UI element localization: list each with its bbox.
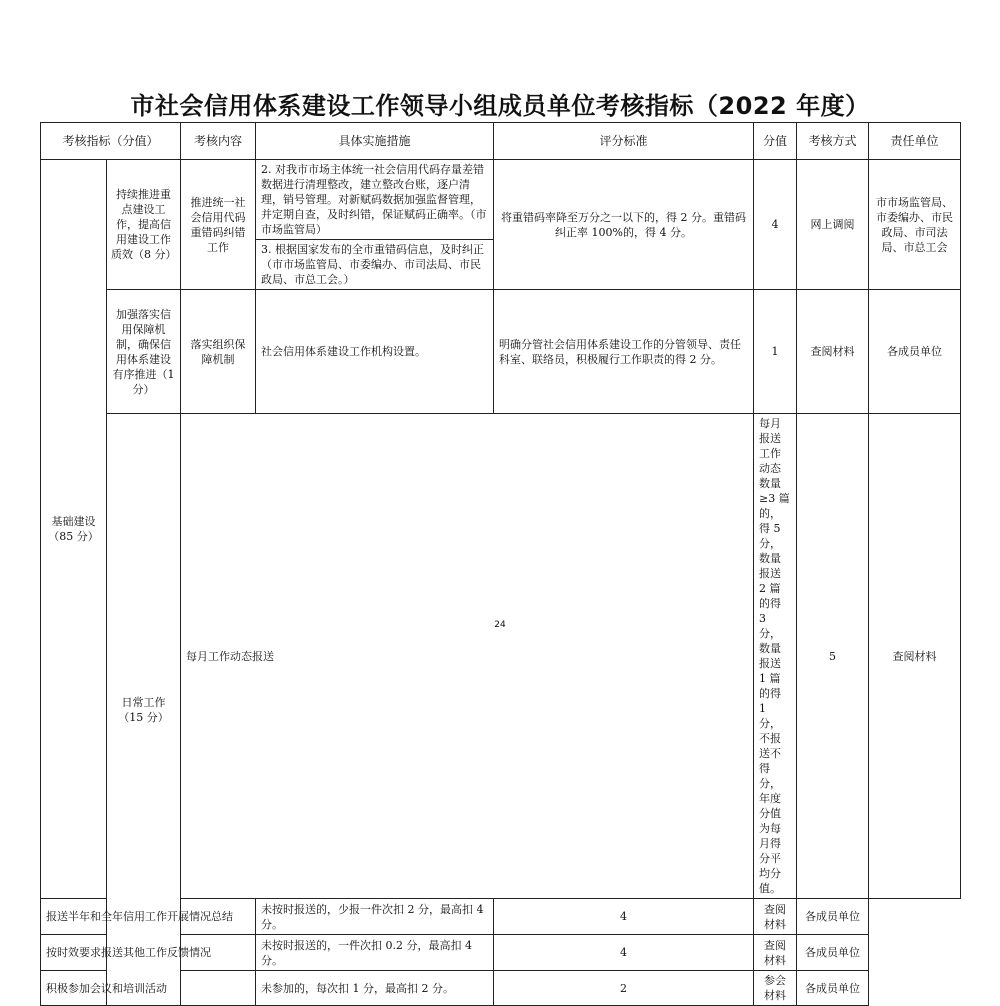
assessment-method: 查阅材料 [754, 935, 797, 971]
assessment-content: 推进统一社会信用代码重错码纠错工作 [181, 160, 256, 290]
measure-cell: 3. 根据国家发布的全市重错码信息，及时纠正（市市场监管局、市委编办、市司法局、市民政局、市总工会。） [256, 240, 494, 290]
assessment-method: 查阅材料 [797, 290, 869, 414]
score-value: 2 [494, 971, 754, 1006]
table-row [41, 414, 961, 899]
page-title: 市社会信用体系建设工作领导小组成员单位考核指标（2022 年度） [130, 92, 870, 120]
header-score: 分值 [754, 123, 797, 160]
assessment-method: 查阅材料 [869, 414, 961, 899]
score-value: 4 [494, 935, 754, 971]
table-row [41, 899, 961, 935]
table-header-row [41, 123, 961, 160]
responsible-unit: 各成员单位 [797, 899, 869, 935]
scoring-standard: 每月报送工作动态数量≥3 篇的，得 5 分，数量报送 2 篇的得 3 分，数量报送 1 篇的得 1 分，不报送不得分，年度分值为每月得分平均分值。 [754, 414, 797, 899]
measure-cell: 社会信用体系建设工作机构设置。 [256, 290, 494, 414]
scoring-standard: 明确分管社会信用体系建设工作的分管领导、责任科室、联络员，积极履行工作职责的得 2 分。 [494, 290, 754, 414]
header-unit: 责任单位 [869, 123, 961, 160]
responsible-unit: 各成员单位 [869, 290, 961, 414]
category-daily: 日常工作（15 分） [107, 414, 181, 1006]
assessment-method: 查阅材料 [754, 899, 797, 935]
assessment-method: 网上调阅 [797, 160, 869, 290]
score-value: 1 [754, 290, 797, 414]
score-value: 4 [494, 899, 754, 935]
scoring-standard: 未参加的，每次扣 1 分，最高扣 2 分。 [256, 971, 494, 1006]
assessment-method: 参会材料 [754, 971, 797, 1006]
work-item: 每月工作动态报送 [181, 414, 754, 899]
table-row [41, 290, 961, 414]
header-content: 考核内容 [181, 123, 256, 160]
table-row [41, 971, 961, 1006]
responsible-unit: 各成员单位 [797, 971, 869, 1006]
scoring-standard: 未按时报送的，一件次扣 0.2 分，最高扣 4 分。 [256, 935, 494, 971]
table-row [41, 935, 961, 971]
work-item: 积极参加会议和培训活动 [41, 971, 256, 1006]
assessment-content: 落实组织保障机制 [181, 290, 256, 414]
responsible-unit: 市市场监管局、市委编办、市民政局、市司法局、市总工会 [869, 160, 961, 290]
category-basic: 基础建设（85 分） [41, 160, 107, 899]
scoring-standard: 未按时报送的，少报一件次扣 2 分，最高扣 4 分。 [256, 899, 494, 935]
work-item: 报送半年和全年信用工作开展情况总结 [41, 899, 256, 935]
scoring-standard: 将重错码率降至万分之一以下的，得 2 分。重错码纠正率 100%的，得 4 分。 [494, 160, 754, 290]
header-standard: 评分标准 [494, 123, 754, 160]
work-item: 按时效要求报送其他工作反馈情况 [41, 935, 256, 971]
page-number: 24 [494, 620, 506, 630]
assessment-table [40, 122, 961, 1006]
measure-cell: 2. 对我市市场主体统一社会信用代码存量差错数据进行清理整改，建立整改台账，逐户清理，销号管理。对新赋码数据加强监督管理，并定期自查，及时纠错，保证赋码正确率。（市市场监管局） [256, 160, 494, 240]
table-row [41, 160, 961, 240]
sub-indicator: 加强落实信用保障机制，确保信用体系建设有序推进（1 分） [107, 290, 181, 414]
sub-indicator: 持续推进重点建设工作，提高信用建设工作质效（8 分） [107, 160, 181, 290]
score-value: 5 [797, 414, 869, 899]
score-value: 4 [754, 160, 797, 290]
responsible-unit: 各成员单位 [797, 935, 869, 971]
header-measures: 具体实施措施 [256, 123, 494, 160]
header-method: 考核方式 [797, 123, 869, 160]
header-indicator: 考核指标（分值） [41, 123, 181, 160]
